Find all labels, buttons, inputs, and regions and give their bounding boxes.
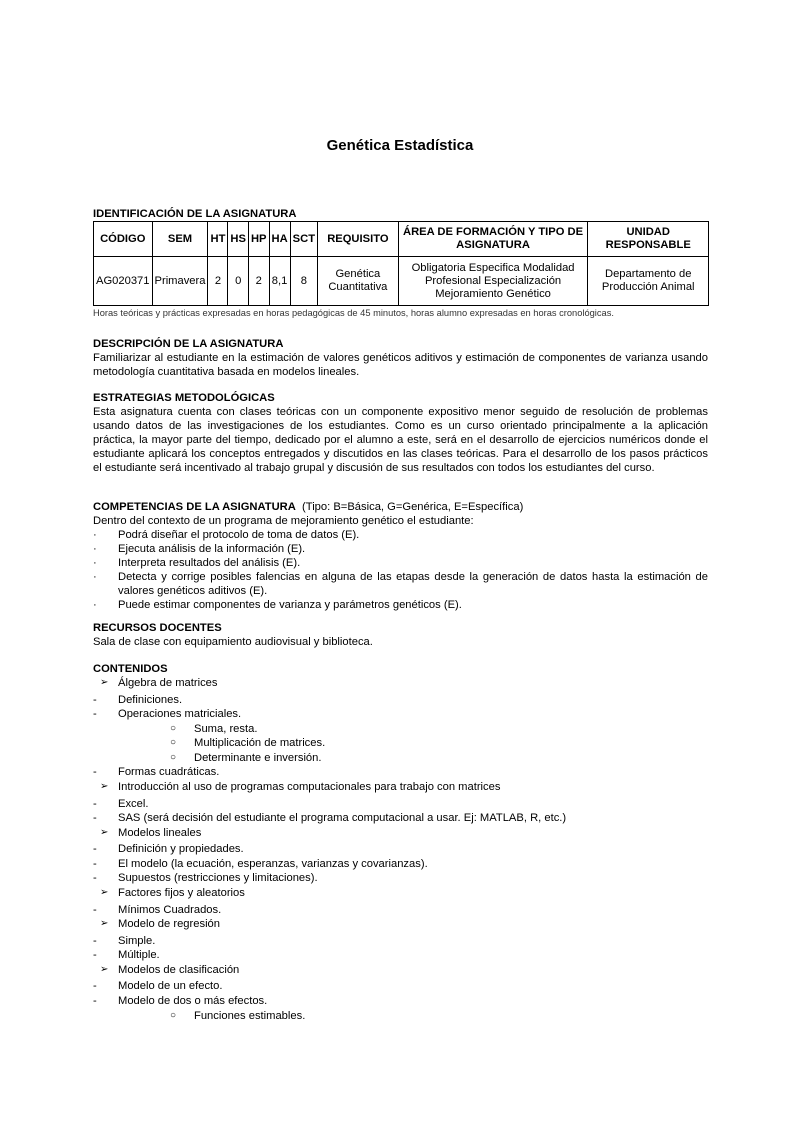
circle-bullet-icon: ○ [170, 722, 177, 734]
competencies-section [93, 500, 708, 612]
dash-bullet-icon: - [93, 949, 97, 962]
table-cell: Genética Cuantitativa [318, 257, 399, 306]
strategies-section [93, 391, 708, 475]
content-item [93, 722, 708, 737]
competency-text: Interpreta resultados del análisis (E). [118, 557, 301, 569]
table-cell: 8,1 [269, 257, 290, 306]
content-text: Múltiple. [118, 949, 160, 962]
bullet-icon: · [93, 599, 97, 611]
identification-heading: IDENTIFICACIÓN DE LA ASIGNATURA [93, 208, 297, 220]
content-text: Suma, resta. [194, 722, 258, 735]
content-text: Modelos de clasificación [118, 963, 240, 976]
content-text: Factores fijos y aleatorios [118, 887, 245, 900]
dash-bullet-icon: - [93, 857, 97, 870]
content-text: Modelo de regresión [118, 918, 220, 931]
resources-text: Sala de clase con equipamiento audiovisual y biblioteca. [93, 636, 373, 648]
table-header-cell: CÓDIGO [94, 222, 153, 257]
contents-section [93, 662, 708, 1023]
table-header-cell: HA [269, 222, 290, 257]
table-header-cell: SCT [290, 222, 317, 257]
content-item [93, 736, 708, 751]
content-item [93, 842, 708, 857]
table-cell: 2 [248, 257, 269, 306]
identification-section [93, 207, 708, 320]
content-item [93, 751, 708, 766]
dash-bullet-icon: - [93, 812, 97, 825]
content-text: Multiplicación de matrices. [194, 737, 326, 750]
content-item [93, 917, 708, 934]
table-header-cell: SEM [152, 222, 208, 257]
arrow-bullet-icon: ➢ [100, 677, 109, 688]
content-text: SAS (será decisión del estudiante el programa computacional a usar. Ej: MATLAB, R, etc.) [118, 812, 567, 825]
content-text: Definición y propiedades. [118, 843, 244, 856]
table-cell: 0 [228, 257, 249, 306]
content-text: Modelo de dos o más efectos. [118, 994, 268, 1007]
dash-bullet-icon: - [93, 708, 97, 721]
content-text: Definiciones. [118, 693, 183, 706]
table-header-cell: REQUISITO [318, 222, 399, 257]
content-text: Introducción al uso de programas computacionales para trabajo con matrices [118, 781, 501, 794]
circle-bullet-icon: ○ [170, 751, 177, 763]
competency-item [93, 598, 708, 612]
description-section [93, 337, 708, 379]
content-item [93, 676, 708, 693]
table-header-cell: HS [228, 222, 249, 257]
competency-item [93, 556, 708, 570]
content-item [93, 963, 708, 980]
competencies-intro: Dentro del contexto de un programa de mejoramiento genético el estudiante: [93, 515, 474, 527]
dash-bullet-icon: - [93, 693, 97, 706]
table-header-cell: UNIDAD RESPONSABLE [588, 222, 709, 257]
bullet-icon: · [93, 529, 97, 541]
description-heading: DESCRIPCIÓN DE LA ASIGNATURA [93, 338, 284, 350]
resources-heading: RECURSOS DOCENTES [93, 622, 222, 634]
dash-bullet-icon: - [93, 843, 97, 856]
competencies-heading: COMPETENCIAS DE LA ASIGNATURA [93, 501, 296, 513]
dash-bullet-icon: - [93, 980, 97, 993]
content-text: Excel. [118, 797, 149, 810]
competency-text: Puede estimar componentes de varianza y parámetros genéticos (E). [118, 599, 462, 611]
table-cell: 8 [290, 257, 317, 306]
contents-heading: CONTENIDOS [93, 663, 168, 675]
circle-bullet-icon: ○ [170, 737, 177, 749]
dash-bullet-icon: - [93, 872, 97, 885]
description-text: Familiarizar al estudiante en la estimación de valores genéticos aditivos y estimación de componentes de varianza usando metodología cuantitativa basada en modelos lineales. [93, 352, 708, 378]
content-text: El modelo (la ecuación, esperanzas, varianzas y covarianzas). [118, 857, 428, 870]
document-title: Genética Estadística [326, 137, 474, 154]
arrow-bullet-icon: ➢ [100, 781, 109, 793]
table-cell: AG020371 [94, 257, 153, 306]
resources-section [93, 621, 708, 649]
content-item [93, 811, 708, 826]
content-item [93, 797, 708, 812]
content-item [93, 948, 708, 963]
bullet-icon: · [93, 571, 97, 583]
table-cell: Obligatoria Especifica Modalidad Profesional Especialización Mejoramiento Genético [398, 257, 588, 306]
competency-item [93, 528, 708, 542]
content-text: Simple. [118, 934, 156, 947]
dash-bullet-icon: - [93, 994, 97, 1007]
hours-note: Horas teóricas y prácticas expresadas en horas pedagógicas de 45 minutos, horas alumno expresadas en horas cronológicas. [93, 308, 614, 318]
arrow-bullet-icon: ➢ [100, 887, 109, 899]
arrow-bullet-icon: ➢ [100, 826, 109, 838]
content-item [93, 1009, 708, 1024]
arrow-bullet-icon: ➢ [100, 918, 109, 930]
content-item [93, 857, 708, 872]
identification-table [93, 221, 709, 306]
competencies-type: (Tipo: B=Básica, G=Genérica, E=Específica) [302, 501, 524, 513]
content-item [93, 780, 708, 797]
competency-item [93, 542, 708, 556]
content-item [93, 994, 708, 1009]
content-text: Modelo de un efecto. [118, 980, 223, 993]
content-text: Modelos lineales [118, 826, 202, 839]
table-header-cell: HT [208, 222, 228, 257]
competency-text: Podrá diseñar el protocolo de toma de datos (E). [118, 529, 360, 541]
content-item [93, 826, 708, 843]
table-cell: Primavera [152, 257, 208, 306]
bullet-icon: · [93, 557, 97, 569]
competency-text: Detecta y corrige posibles falencias en alguna de las etapas desde la generación de datos hasta la estimación de valores genéticos aditivos (E). [118, 571, 708, 597]
circle-bullet-icon: ○ [170, 1009, 177, 1021]
table-header-cell: HP [248, 222, 269, 257]
content-item [93, 979, 708, 994]
arrow-bullet-icon: ➢ [100, 963, 109, 975]
dash-bullet-icon: - [93, 766, 97, 779]
content-item [93, 886, 708, 903]
bullet-icon: · [93, 543, 97, 555]
content-text: Funciones estimables. [194, 1009, 306, 1022]
content-item [93, 765, 708, 780]
table-cell: Departamento de Producción Animal [588, 257, 709, 306]
content-text: Supuestos (restricciones y limitaciones). [118, 872, 318, 885]
content-item [93, 903, 708, 918]
dash-bullet-icon: - [93, 797, 97, 810]
table-cell: 2 [208, 257, 228, 306]
content-text: Operaciones matriciales. [118, 708, 242, 721]
dash-bullet-icon: - [93, 903, 97, 916]
content-text: Formas cuadráticas. [118, 766, 220, 779]
table-header-cell: ÁREA DE FORMACIÓN Y TIPO DE ASIGNATURA [398, 222, 588, 257]
content-text: Mínimos Cuadrados. [118, 903, 222, 916]
content-text: Determinante e inversión. [194, 751, 322, 764]
content-item [93, 934, 708, 949]
dash-bullet-icon: - [93, 934, 97, 947]
content-text: Álgebra de matrices [118, 677, 218, 689]
strategies-heading: ESTRATEGIAS METODOLÓGICAS [93, 392, 275, 404]
content-item [93, 707, 708, 722]
strategies-text: Esta asignatura cuenta con clases teóricas con un componente expositivo menor seguido de resolución de problemas usando datos de las investigaciones de los estudiantes. Como es un curso orientado principalmente a la aplicación práctica, la mayor parte del tiempo, dedicado por el alumno a este, será en el desarrollo de ejercicios numéricos donde el estudiante aplicará los conceptos entregados y discutidos en las clases teóricas. Para el desarrollo de los pasos prácticos el estudiante será incentivado al trabajo grupal y discusión de sus resultados con todos los estudiantes del curso. [93, 406, 708, 474]
competency-text: Ejecuta análisis de la información (E). [118, 543, 306, 555]
competency-item [93, 570, 708, 598]
content-item [93, 871, 708, 886]
content-item [93, 693, 708, 708]
